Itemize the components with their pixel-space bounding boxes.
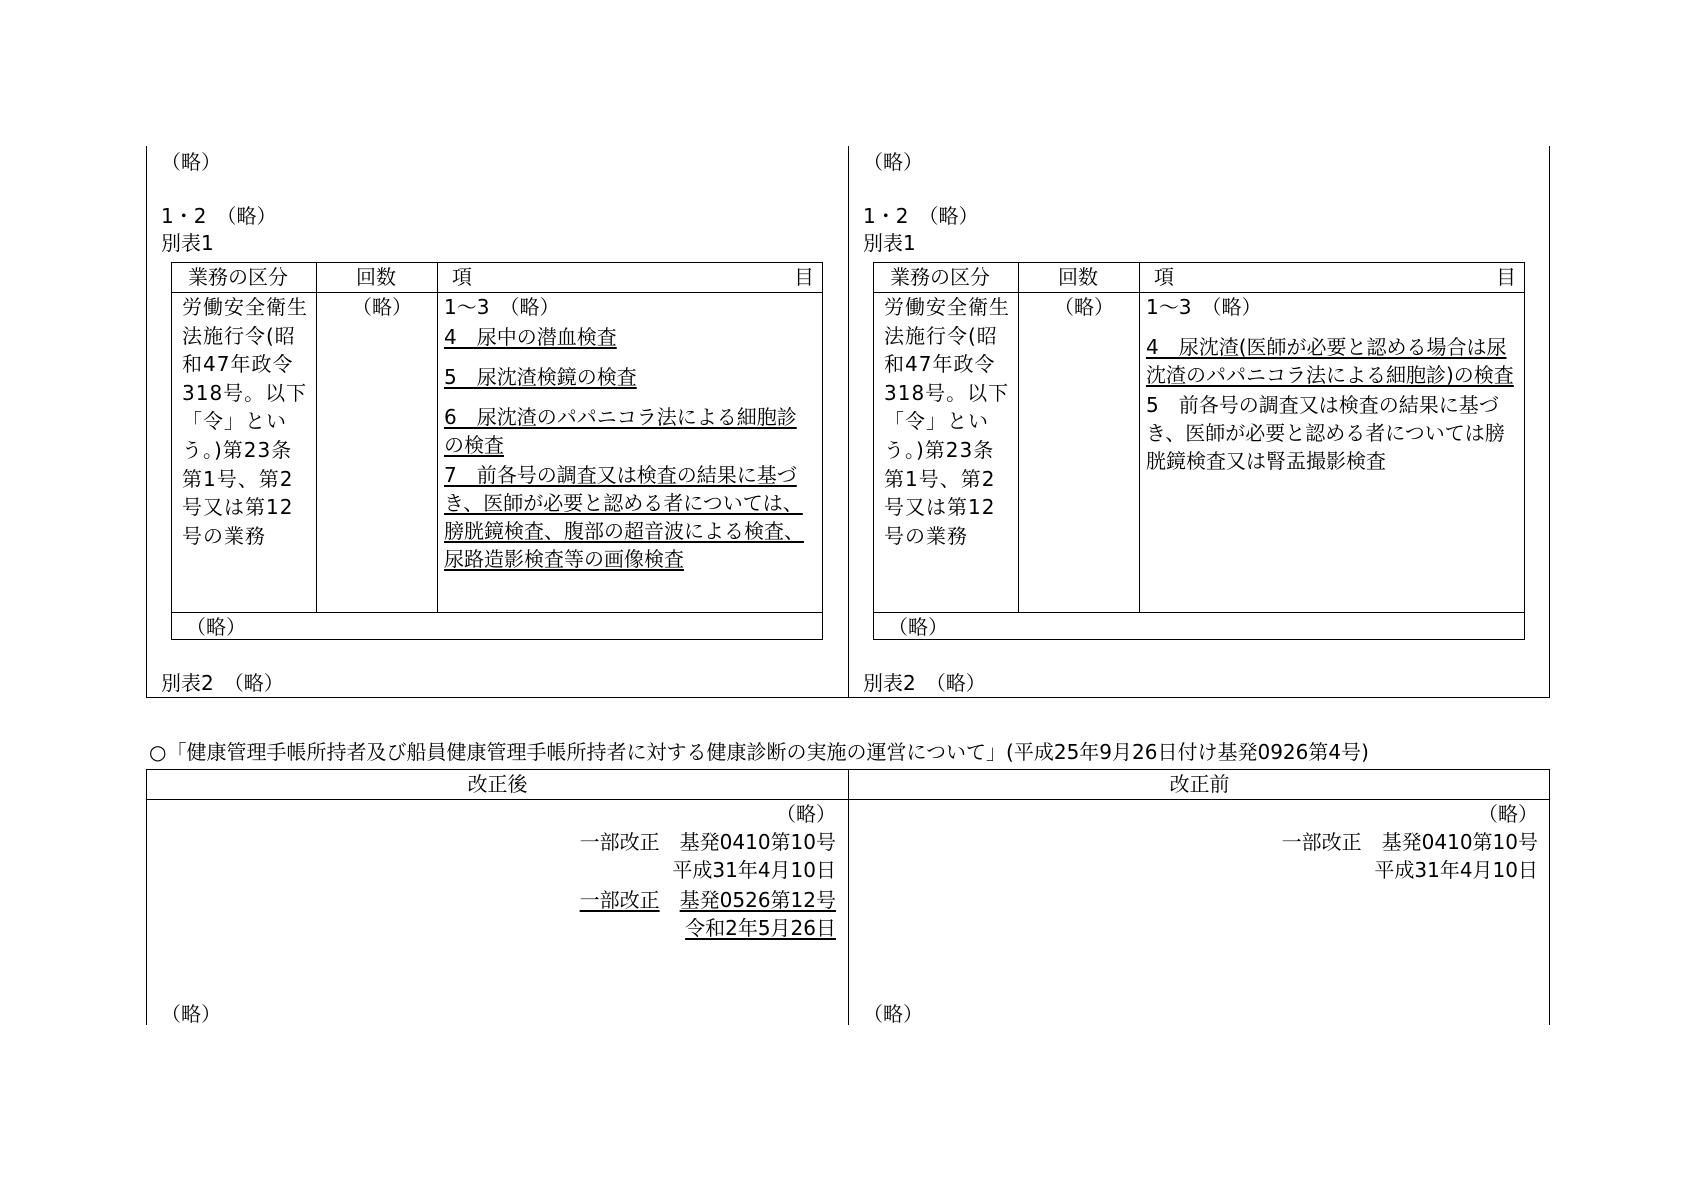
item-4-text: 4 尿中の潜血検査: [444, 325, 617, 349]
notice-title: ○「健康管理手帳所持者及び船員健康管理手帳所持者に対する健康診断の実施の運営について」(平成25年9月26日付け基発0926第4号): [149, 740, 1369, 764]
item-4: [444, 323, 814, 351]
table-column-rule: [316, 263, 317, 612]
column-before: [849, 146, 1550, 697]
table-footer-rule: [874, 612, 1524, 613]
item-5: [444, 363, 814, 391]
table-footer-omit: （略）: [186, 615, 246, 639]
appendix-2: 別表2 （略）: [863, 671, 986, 695]
header-count: 回数: [1058, 265, 1098, 289]
column-before: [849, 800, 1550, 1026]
item-5: 5 前各号の調査又は検査の結果に基づき、医師が必要と認める者については膀胱鏡検査又は腎盂撮影検査: [1146, 393, 1505, 473]
item-4: [1146, 333, 1516, 389]
comparison-table-top: [146, 146, 1550, 698]
column-after: [147, 146, 848, 697]
item-7-text: 7 前各号の調査又は検査の結果に基づき、医師が必要と認める者については、膀胱鏡検査、腹部の超音波による検査、尿路造影検査等の画像検査: [444, 463, 804, 571]
omit-text: （略）: [863, 150, 923, 174]
omit-text: （略）: [776, 802, 836, 826]
header-item-right: 目: [1496, 265, 1516, 289]
omit-text: （略）: [1478, 802, 1538, 826]
item-5-text: 5 尿沈渣検鏡の検査: [444, 365, 637, 389]
header-item-left: 項: [452, 265, 472, 289]
revision-2-date-line: [685, 916, 836, 940]
count-cell: （略）: [352, 295, 412, 319]
section-1-2: 1・2 （略）: [863, 204, 979, 228]
category-cell: 労働安全衛生法施行令(昭和47年政令318号。以下「令」という。)第23条第1号、第2号又は第12号の業務: [182, 295, 308, 548]
category-cell: 労働安全衛生法施行令(昭和47年政令318号。以下「令」という。)第23条第1号、第2号又は第12号の業務: [884, 295, 1010, 548]
header-item-left: 項: [1154, 265, 1174, 289]
revision-1-date: 平成31年4月10日: [1374, 858, 1538, 882]
revision-2-label: 一部改正: [579, 888, 660, 912]
items-cell: [444, 293, 814, 573]
omit-text-bottom: （略）: [161, 1002, 221, 1026]
table-title: 別表1: [161, 231, 214, 255]
header-before: 改正前: [1169, 772, 1230, 796]
items-cell: [1146, 293, 1516, 475]
header-after: 改正後: [467, 772, 528, 796]
count-cell: （略）: [1054, 295, 1114, 319]
item-1-3: 1～3 （略）: [444, 295, 560, 319]
revision-2: [580, 888, 836, 912]
omit-text-bottom: （略）: [863, 1002, 923, 1026]
revision-2-number: 基発0526第12号: [679, 888, 836, 912]
appendix-table-1: [873, 262, 1525, 640]
revision-2-date: 令和2年5月26日: [685, 916, 836, 940]
item-6-text: 6 尿沈渣のパパニコラ法による細胞診の検査: [444, 405, 797, 457]
item-6: [444, 403, 814, 459]
revision-1-number: 一部改正 基発0410第10号: [579, 830, 836, 854]
table-footer-omit: （略）: [888, 615, 948, 639]
table-title: 別表1: [863, 231, 916, 255]
item-1-3: 1～3 （略）: [1146, 295, 1262, 319]
header-item-right: 目: [794, 265, 814, 289]
section-1-2: 1・2 （略）: [161, 204, 277, 228]
item-4-text: 4 尿沈渣(医師が必要と認める場合は尿沈渣のパパニコラ法による細胞診)の検査: [1146, 335, 1514, 387]
omit-text: （略）: [161, 150, 221, 174]
header-category: 業務の区分: [188, 265, 288, 289]
revision-1-number: 一部改正 基発0410第10号: [1281, 830, 1538, 854]
revision-1-date: 平成31年4月10日: [672, 858, 836, 882]
table-column-rule: [1018, 263, 1019, 612]
appendix-2: 別表2 （略）: [161, 671, 284, 695]
comparison-table-bottom: [146, 769, 1550, 1025]
item-7: [444, 461, 814, 573]
table-column-rule: [437, 263, 438, 612]
table-footer-rule: [172, 612, 822, 613]
header-category: 業務の区分: [890, 265, 990, 289]
table-column-rule: [1139, 263, 1140, 612]
header-count: 回数: [356, 265, 396, 289]
appendix-table-1: [171, 262, 823, 640]
column-after: [147, 800, 848, 1026]
